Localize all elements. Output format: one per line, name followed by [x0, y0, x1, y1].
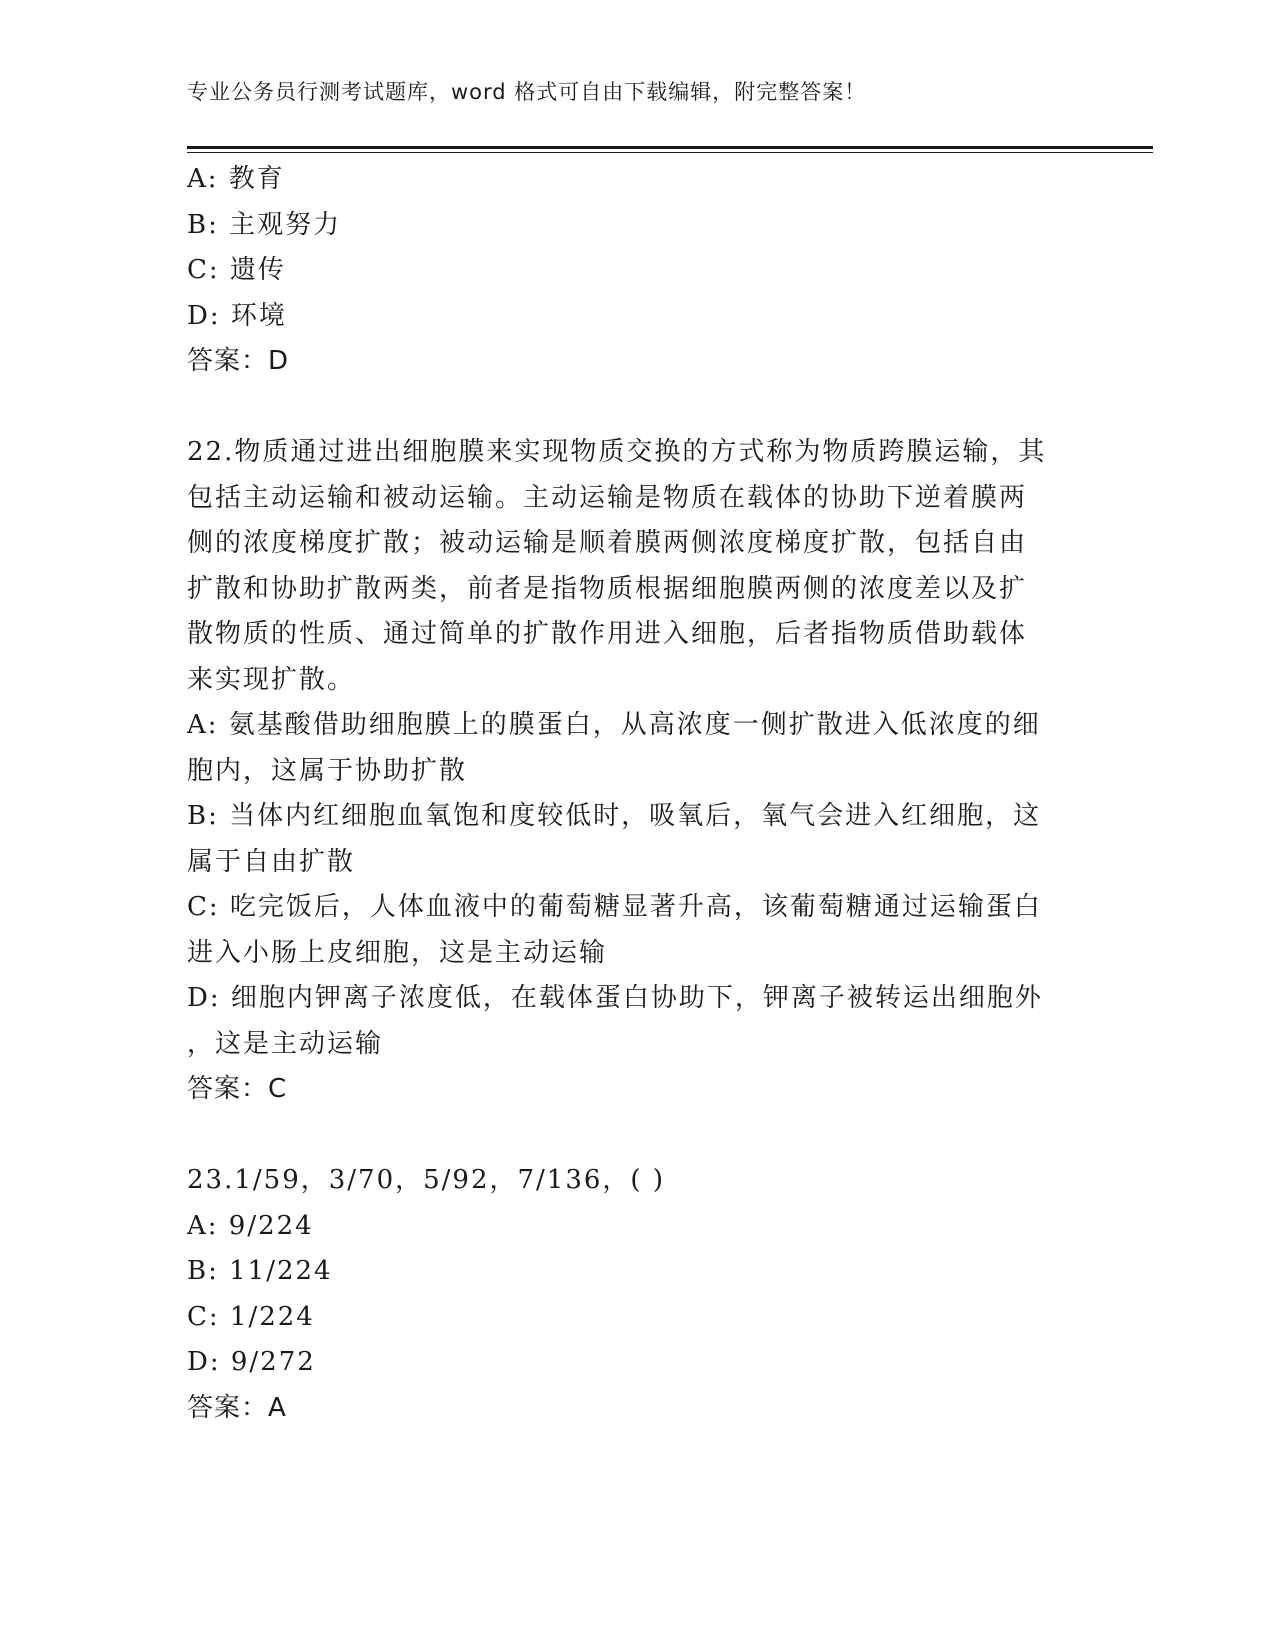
option-a-continued: 胞内，这属于协助扩散: [187, 755, 468, 786]
header-divider-thin: [187, 152, 1153, 153]
question-stem-line: 侧的浓度梯度扩散；被动运输是顺着膜两侧浓度梯度扩散，包括自由: [187, 528, 1028, 558]
answer-line: 答案：A: [187, 1392, 287, 1423]
question-23: [187, 1158, 1087, 1431]
spacer: [187, 385, 1087, 431]
option-d: D: 环境: [187, 300, 287, 331]
page-header: 专业公务员行测考试题库，word 格式可自由下载编辑，附完整答案！: [187, 80, 867, 104]
option-d: D: 细胞内钾离子浓度低，在载体蛋白协助下，钾离子被转运出细胞外: [187, 983, 1043, 1013]
option-a: A: 氨基酸借助细胞膜上的膜蛋白，从高浓度一侧扩散进入低浓度的细: [187, 710, 1041, 740]
question-stem-line: 散物质的性质、通过简单的扩散作用进入细胞，后者指物质借助载体: [187, 619, 1028, 649]
answer-line: 答案：D: [187, 346, 290, 376]
question-stem-line: 包括主动运输和被动运输。主动运输是物质在载体的协助下逆着膜两: [187, 482, 1028, 513]
spacer: [187, 1113, 1087, 1159]
option-c-continued: 进入小肠上皮细胞，这是主动运输: [187, 937, 608, 968]
option-c: C: 吃完饭后，人体血液中的葡萄糖显著升高，该葡萄糖通过运输蛋白: [187, 892, 1042, 922]
option-a: A: 教育: [187, 164, 285, 194]
option-c: C: 1/224: [187, 1301, 315, 1332]
option-b: B: 主观努力: [187, 209, 342, 240]
question-21: [187, 157, 1087, 385]
question-stem-line: 来实现扩散。: [187, 664, 356, 695]
question-stem-line: 扩散和协助扩散两类，前者是指物质根据细胞膜两侧的浓度差以及扩: [187, 573, 1028, 604]
header-divider-thick: [187, 146, 1153, 149]
option-b: B: 当体内红细胞血氧饱和度较低时，吸氧后，氧气会进入红细胞，这: [187, 801, 1042, 831]
option-c: C: 遗传: [187, 255, 286, 285]
option-d-continued: ，这是主动运输: [187, 1028, 384, 1059]
question-content: [187, 157, 1087, 1431]
option-d: D: 9/272: [187, 1347, 316, 1377]
question-stem-line: 23.1/59，3/70，5/92，7/136，( ): [187, 1165, 665, 1195]
answer-line: 答案：C: [187, 1074, 288, 1104]
question-stem-line: 22.物质通过进出细胞膜来实现物质交换的方式称为物质跨膜运输，其: [187, 437, 1047, 467]
option-b: B: 11/224: [187, 1256, 333, 1286]
option-a: A: 9/224: [187, 1210, 314, 1241]
question-22: [187, 430, 1087, 1113]
option-b-continued: 属于自由扩散: [187, 846, 356, 877]
